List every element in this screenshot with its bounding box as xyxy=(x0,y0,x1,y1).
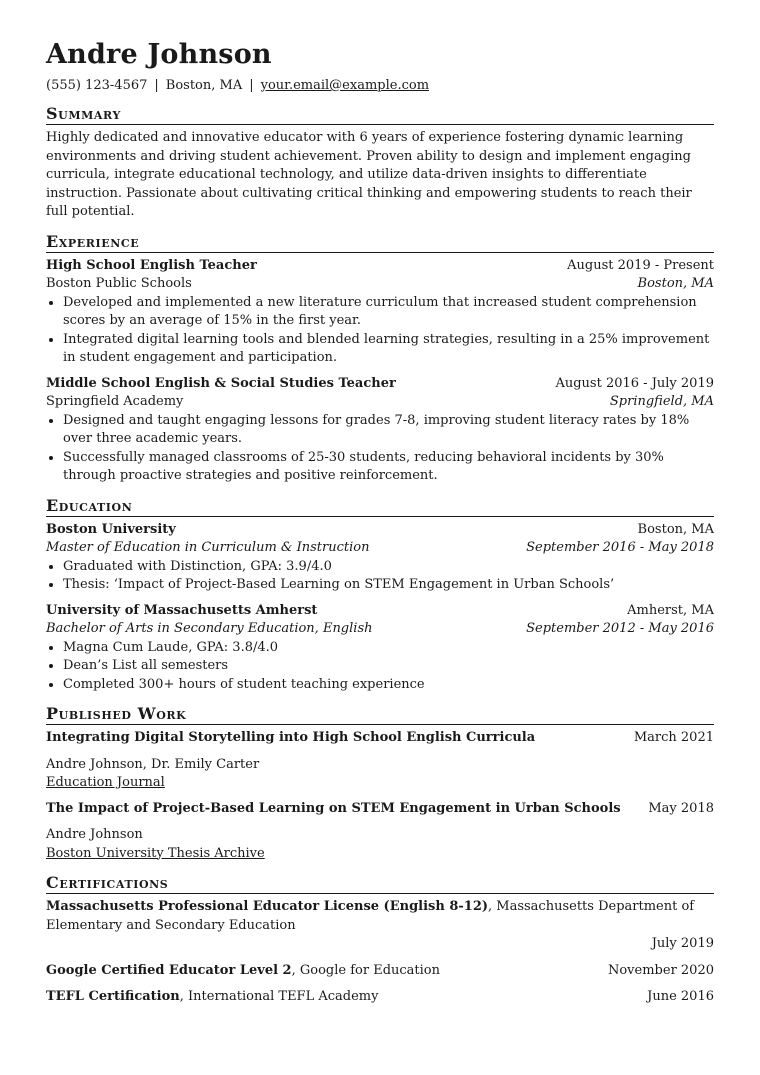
section-title: Education xyxy=(46,496,714,517)
contact-separator: | xyxy=(249,78,254,93)
degree: Bachelor of Arts in Secondary Education, English xyxy=(46,621,373,636)
publication-venue-link[interactable]: Boston University Thesis Archive xyxy=(46,845,265,861)
certification-name: Massachusetts Professional Educator License (English 8-12) xyxy=(46,899,489,914)
education-dates: September 2016 - May 2018 xyxy=(526,540,714,555)
summary-section xyxy=(46,104,714,222)
education-entry xyxy=(46,602,714,695)
email-link[interactable]: your.email@example.com xyxy=(260,78,430,93)
job-entry xyxy=(46,257,714,368)
job-role: Middle School English & Social Studies Teacher xyxy=(46,375,396,391)
resume-name: Andre Johnson xyxy=(46,39,272,70)
certification-issuer: , Massachusetts Department of Elementary and Secondary Education xyxy=(46,899,695,933)
certification-issuer: , International TEFL Academy xyxy=(179,989,379,1004)
publication-title: Integrating Digital Storytelling into High School English Curricula xyxy=(46,730,536,745)
location: Boston, MA xyxy=(165,78,243,93)
publication-venue-link[interactable]: Education Journal xyxy=(46,775,165,790)
job-bullet: • Integrated digital learning tools and blended learning strategies, resulting in a 25% improvement in student engagement and participation. xyxy=(63,331,714,368)
section-title: Experience xyxy=(46,232,714,253)
job-organization: Springfield Academy xyxy=(46,394,184,409)
degree: Master of Education in Curriculum & Instruction xyxy=(46,540,370,555)
job-bullet: • Developed and implemented a new literature curriculum that increased student comprehension scores by an average of 15% in the first year. xyxy=(63,294,714,331)
section-title: Summary xyxy=(46,104,714,125)
education-bullet: • Completed 300+ hours of student teaching experience xyxy=(63,676,714,695)
certification-date: July 2019 xyxy=(651,936,714,951)
certification-date: November 2020 xyxy=(607,962,714,978)
school-location: Boston, MA xyxy=(637,521,714,537)
section-title: Certifications xyxy=(46,873,714,894)
certification-entry xyxy=(46,962,714,981)
resume-page xyxy=(46,38,714,1015)
publications-section xyxy=(46,704,714,863)
summary-text: Highly dedicated and innovative educator with 6 years of experience fostering dynamic learning environments and driving student achievement. Proven ability to design and implement engaging curricula, integrate educational technology, and utilize data-driven insights to differentiate instruction. Passionate about cultivating critical thinking and empowering students to reach their full potential. xyxy=(46,130,692,219)
publication-authors: Andre Johnson, Dr. Emily Carter xyxy=(46,756,260,772)
publication-title: The Impact of Project-Based Learning on STEM Engagement in Urban Schools xyxy=(46,800,621,816)
publication-authors: Andre Johnson xyxy=(46,827,143,842)
education-bullet: • Thesis: ‘Impact of Project-Based Learning on STEM Engagement in Urban Schools’ xyxy=(63,576,714,595)
job-location: Springfield, MA xyxy=(609,394,714,409)
publication-date: March 2021 xyxy=(633,730,714,745)
education-dates: September 2012 - May 2016 xyxy=(526,621,714,636)
certifications-section xyxy=(46,873,714,1007)
education-section xyxy=(46,496,714,695)
publication-entry xyxy=(46,800,714,864)
publication-entry xyxy=(46,729,714,793)
education-bullet: • Graduated with Distinction, GPA: 3.9/4.0 xyxy=(63,558,714,577)
job-organization: Boston Public Schools xyxy=(46,276,192,291)
phone-number: (555) 123-4567 xyxy=(46,78,148,93)
school-location: Amherst, MA xyxy=(627,602,714,618)
education-bullet: • Dean’s List all semesters xyxy=(63,657,714,676)
section-title: Published Work xyxy=(46,704,714,725)
education-bullet: • Magna Cum Laude, GPA: 3.8/4.0 xyxy=(63,639,714,658)
contact-line xyxy=(46,77,714,94)
contact-separator: | xyxy=(154,78,159,93)
job-location: Boston, MA xyxy=(637,276,714,291)
certification-entry xyxy=(46,988,714,1007)
school-name: Boston University xyxy=(46,521,176,537)
experience-section xyxy=(46,232,714,486)
publication-date: May 2018 xyxy=(648,800,714,816)
certification-date: June 2016 xyxy=(647,989,714,1004)
job-dates: August 2016 - July 2019 xyxy=(555,375,714,391)
certification-name: TEFL Certification xyxy=(46,989,180,1004)
job-bullet: • Designed and taught engaging lessons for grades 7-8, improving student literacy rates by 18% over three academic years. xyxy=(63,412,714,449)
job-entry xyxy=(46,375,714,486)
job-bullet: • Successfully managed classrooms of 25-30 students, reducing behavioral incidents by 30% through proactive strategies and positive reinforcement. xyxy=(63,449,714,486)
job-dates: August 2019 - Present xyxy=(567,257,714,273)
certification-issuer: , Google for Education xyxy=(291,962,440,978)
certification-entry xyxy=(46,898,714,954)
job-role: High School English Teacher xyxy=(46,257,257,273)
education-entry xyxy=(46,521,714,595)
school-name: University of Massachusetts Amherst xyxy=(46,602,318,618)
certification-name: Google Certified Educator Level 2 xyxy=(46,962,292,978)
